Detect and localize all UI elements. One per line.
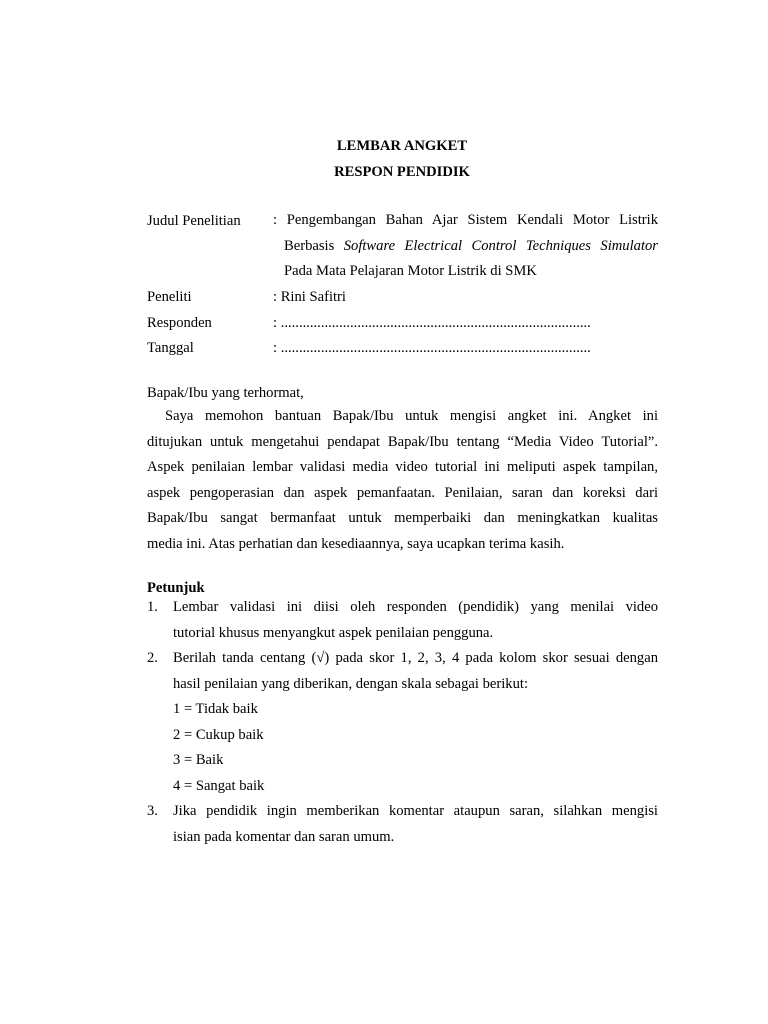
list-item [147, 799, 658, 850]
list-item-line: Jika pendidik ingin memberikan komentar ataupun saran, silahkan mengisi [173, 803, 658, 819]
list-item-line: hasil penilaian yang diberikan, dengan skala sebagai berikut: [173, 675, 528, 692]
judul-line-1: : Pengembangan Bahan Ajar Sistem Kendali Motor Listrik [273, 212, 658, 228]
scale-item: 4 = Sangat baik [173, 777, 265, 794]
judul-line-3: Pada Mata Pelajaran Motor Listrik di SMK [284, 263, 537, 279]
list-item-line: isian pada komentar dan saran umum. [173, 828, 395, 845]
field-value-peneliti: : Rini Safitri [273, 289, 346, 305]
scale-item: 1 = Tidak baik [173, 701, 258, 717]
intro-line-6: media ini. Atas perhatian dan kesediaannya, saya ucapkan terima kasih. [147, 535, 565, 552]
intro-paragraph [147, 404, 658, 557]
document-title: LEMBAR ANGKET [336, 138, 468, 154]
field-value-judul [273, 208, 658, 285]
field-label-responden: Responden [147, 315, 212, 331]
list-item-number: 3. [147, 803, 158, 819]
greeting: Bapak/Ibu yang terhormat, [147, 385, 304, 401]
list-item [147, 595, 658, 646]
list-item-line: Lembar validasi ini diisi oleh responden (pendidik) yang menilai video [173, 599, 658, 615]
field-value-responden: : ..................................................................................... [273, 315, 591, 331]
intro-line-5: Bapak/Ibu sangat bermanfaat untuk memperbaiki dan meningkatkan kualitas [147, 510, 658, 526]
intro-line-1: Saya memohon bantuan Bapak/Ibu untuk mengisi angket ini. Angket ini [165, 408, 658, 424]
list-item-line: Berilah tanda centang (√) pada skor 1, 2, 3, 4 pada kolom skor sesuai dengan [173, 650, 658, 666]
judul-line-2-italic: Software Electrical Control Techniques Simulator [343, 237, 658, 254]
field-label-judul: Judul Penelitian [147, 213, 241, 229]
petunjuk-list [147, 595, 658, 850]
field-label-peneliti: Peneliti [147, 289, 192, 305]
list-item-number: 2. [147, 650, 158, 666]
list-item [147, 646, 658, 799]
document-subtitle: RESPON PENDIDIK [334, 164, 470, 180]
intro-line-2: ditujukan untuk mengetahui pendapat Bapak/Ibu tentang “Media Video Tutorial”. [147, 433, 658, 450]
judul-line-2-prefix: Berbasis [284, 237, 344, 254]
list-item-line: tutorial khusus menyangkut aspek penilaian pengguna. [173, 624, 494, 641]
intro-line-3: Aspek penilaian lembar validasi media video tutorial ini meliputi aspek tampilan, [147, 459, 658, 475]
judul-line-2 [273, 234, 658, 260]
scale-item: 2 = Cukup baik [173, 726, 264, 743]
field-label-tanggal: Tanggal [147, 340, 194, 356]
list-item-number: 1. [147, 599, 158, 615]
petunjuk-heading: Petunjuk [147, 580, 205, 596]
field-value-tanggal: : ..................................................................................... [273, 340, 591, 356]
scale-item: 3 = Baik [173, 752, 224, 768]
intro-line-4: aspek pengoperasian dan aspek pemanfaatan. Penilaian, saran dan koreksi dari [147, 484, 658, 501]
